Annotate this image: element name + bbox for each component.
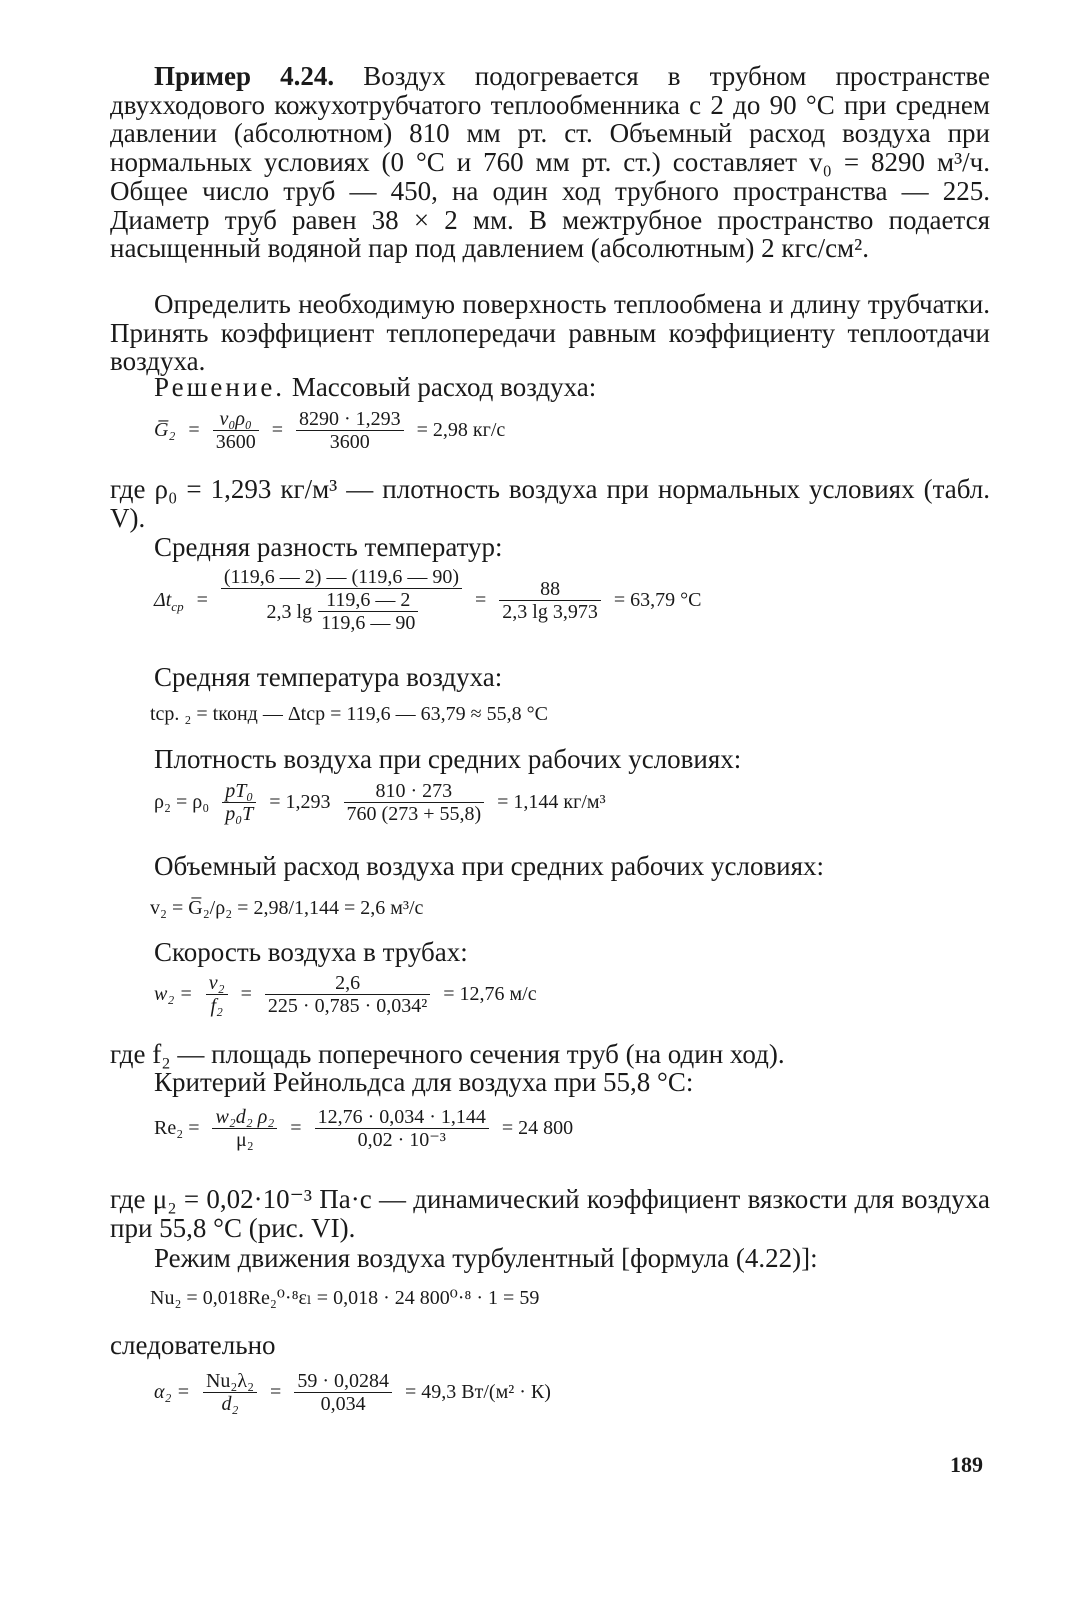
formula-reynolds: Re₂ = $\frac{\text{w₂d₂ ρ₂}}{\text{μ₂}}$ = $\frac{12,76 \cdot 0,034 \cdot 1,144}{\text{0,02 · 10⁻³}}$ = 24 800 <box>154 1106 574 1151</box>
formula-avg-temp: tср. ₂ = tконд — Δtср = 119,6 — 63,79 ≈ 55,8 °С <box>150 703 548 725</box>
heading-vol-flow: Объемный расход воздуха при средних рабочих условиях: <box>154 851 825 881</box>
formula-vol-flow: v₂ = G̅₂/ρ₂ = 2,98/1,144 = 2,6 м³/с <box>150 897 424 919</box>
task-statement: Определить необходимую поверхность теплообмена и длину трубчатки. Принять коэффициент теплопередачи равным коэффициенту теплоотдачи воздуха. <box>110 289 990 377</box>
solution-heading <box>154 372 596 402</box>
page-number: 189 <box>950 1452 983 1477</box>
example-statement <box>110 62 990 263</box>
heading-density: Плотность воздуха при средних рабочих условиях: <box>154 744 742 774</box>
hence-word: следовательно <box>110 1330 276 1360</box>
solution-label: Решение. <box>154 372 286 402</box>
formula-density: ρ₂ = ρ₀ $\frac{\text{pT₀}}{\text{p₀T}}$ = 1,293 $\frac{810 \cdot 273}{760 (273 + 55,8)}$ = 1,144 кг/м³ <box>154 780 606 825</box>
formula-nusselt: Nu₂ = 0,018Re₂⁰·⁸εₗ = 0,018 · 24 800⁰·⁸ · 1 = 59 <box>150 1287 540 1309</box>
formula-temp-diff: $\Delta t_{ср}$ = (119,6 — 2) — (119,6 — 90) 2,3 lg $\frac{119,6 — 2}{119,6 — 90}$ = $\frac{88}{2,3 \lg 3,973}$ = 63,79 °С <box>154 566 702 634</box>
formula-mass-flow: G̅₂ = $\frac{\text{v₀ρ₀}}{3600}$ = $\frac{8290 \cdot 1,293}{3600}$ = 2,98 кг/с <box>154 408 506 453</box>
heading-velocity: Скорость воздуха в трубах: <box>154 937 468 967</box>
heading-temp-diff: Средняя разность температур: <box>154 532 503 562</box>
example-label: Пример 4.24. <box>154 61 335 91</box>
f2-note: где f₂ — площадь поперечного сечения труб (на один ход). <box>110 1039 785 1069</box>
solution-text: Массовый расход воздуха: <box>285 372 597 402</box>
heading-flow-mode: Режим движения воздуха турбулентный [формула (4.22)]: <box>154 1243 818 1273</box>
formula-velocity: w₂ = $\frac{\text{v₂}}{\text{f₂}}$ = $\frac{2,6}{\text{225 · 0,785 · 0,034²}}$ = 12,76 м/с <box>154 972 537 1017</box>
formula-alpha: α₂ = $\frac{\text{Nu₂λ₂}}{\text{d₂}}$ = $\frac{59 \cdot 0,0284}{0,034}$ = 49,3 Вт/(м² · К) <box>154 1370 551 1415</box>
heading-reynolds: Критерий Рейнольдса для воздуха при 55,8 °С: <box>154 1067 694 1097</box>
rho0-note: где ρ₀ = 1,293 кг/м³ — плотность воздуха при нормальных условиях (табл. V). <box>110 474 990 533</box>
heading-avg-temp: Средняя температура воздуха: <box>154 662 503 692</box>
mu-note: где μ₂ = 0,02·10⁻³ Па·с — динамический коэффициент вязкости для воздуха при 55,8 °С (рис. VI). <box>110 1184 990 1243</box>
example-text: Воздух подогревается в трубном пространстве двухходового кожухотрубчатого теплообменника с 2 до 90 °С при среднем давлении (абсолютном) 810 мм рт. ст. Объемный расход воздуха при нормальных условиях (0 °С и 760 мм рт. ст.) составляет v₀ = 8290 м³/ч. Общее число труб — 450, на один ход трубного пространства — 225. Диаметр труб равен 38 × 2 мм. В межтрубное пространство подается насыщенный водяной пар под давлением (абсолютным) 2 кгс/см². <box>110 61 991 264</box>
